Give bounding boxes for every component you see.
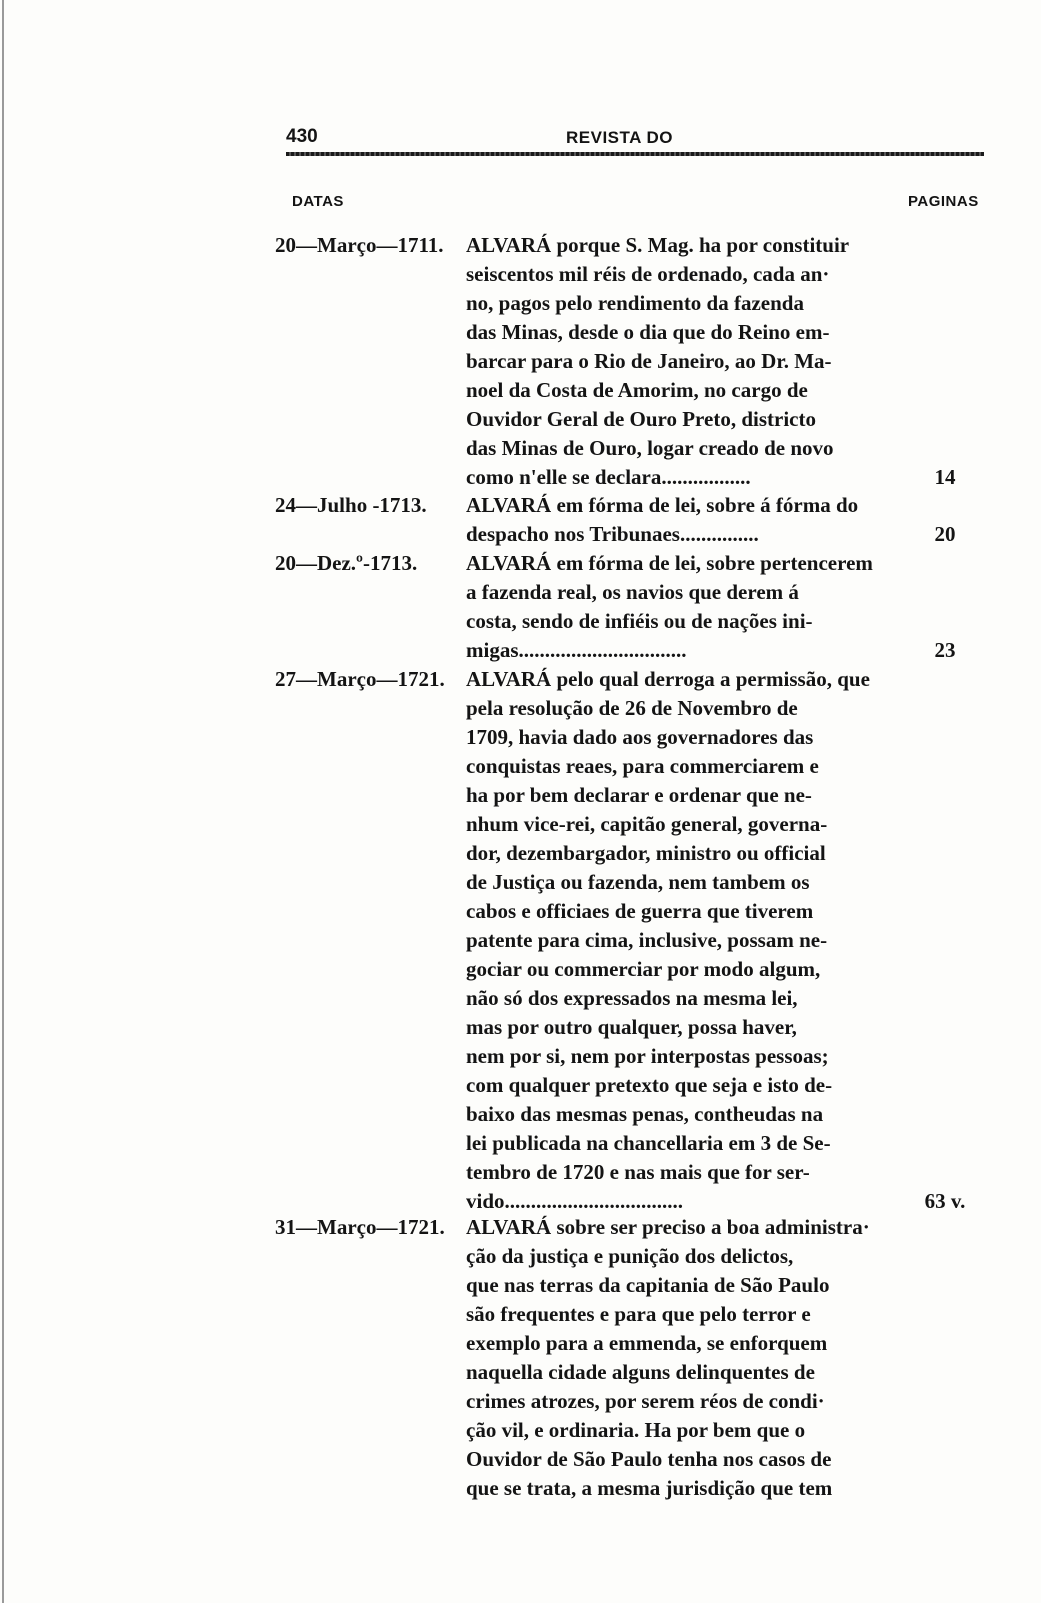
entry-text-line: ALVARÁ pelo qual derroga a permissão, que — [466, 667, 870, 691]
entry-text-line: como n'elle se declara................. — [466, 465, 751, 489]
entry-text-line: nhum vice-rei, capitão general, governa- — [466, 812, 828, 836]
entry-text-line: costa, sendo de infiéis ou de nações ini- — [466, 609, 813, 633]
entry-text-line: noel da Costa de Amorim, no cargo de — [466, 378, 808, 402]
entry-text-line: Ouvidor de São Paulo tenha nos casos de — [466, 1447, 832, 1471]
entry-text-line: tembro de 1720 e nas mais que for ser- — [466, 1160, 810, 1184]
entry-text-line: conquistas reaes, para commerciarem e — [466, 754, 819, 778]
entry-text-line: exemplo para a emmenda, se enforquem — [466, 1331, 828, 1355]
entry-text-line: ALVARÁ em fórma de lei, sobre á fórma do — [466, 493, 859, 517]
entry-text-line: ALVARÁ em fórma de lei, sobre pertencerem — [466, 551, 873, 575]
entry-text-line: crimes atrozes, por serem réos de condi· — [466, 1389, 825, 1413]
entry-text-line: que se trata, a mesma jurisdição que tem — [466, 1476, 833, 1500]
entry-text — [466, 549, 888, 665]
entry-date: 31—Março—1721. — [275, 1215, 445, 1239]
entry-date: 24—Julho -1713. — [275, 493, 427, 517]
entry-text-line: mas por outro qualquer, possa haver, — [466, 1015, 797, 1039]
entry-text-line: patente para cima, inclusive, possam ne- — [466, 928, 828, 952]
entry-page-number: 14 — [934, 465, 956, 489]
entry-text-line: pela resolução de 26 de Novembro de — [466, 696, 798, 720]
entry-text-line: despacho nos Tribunaes............... — [466, 522, 759, 546]
entry-text-line: com qualquer pretexto que seja e isto de- — [466, 1073, 833, 1097]
entry-text-line: são frequentes e para que pelo terror e — [466, 1302, 811, 1326]
entry-text-line: ALVARÁ porque S. Mag. ha por constituir — [466, 233, 850, 257]
page-edge-shadow — [2, 0, 4, 1603]
entry-text-line: não só dos expressados na mesma lei, — [466, 986, 798, 1010]
entry-text-line: ha por bem declarar e ordenar que ne- — [466, 783, 812, 807]
entry-text-line: das Minas de Ouro, logar creado de novo — [466, 436, 834, 460]
page-header — [286, 124, 984, 160]
entry-text-line: naquella cidade alguns delinquentes de — [466, 1360, 815, 1384]
entry-text-line: de Justiça ou fazenda, nem tambem os — [466, 870, 810, 894]
entry-text — [466, 665, 888, 1216]
entry-text-line: ção vil, e ordinaria. Ha por bem que o — [466, 1418, 806, 1442]
running-title: REVISTA DO — [566, 128, 674, 147]
entry-text — [466, 491, 888, 549]
entry-text-line: das Minas, desde o dia que do Reino em- — [466, 320, 830, 344]
entry-text-line: dor, dezembargador, ministro ou official — [466, 841, 826, 865]
entry-page-number: 23 — [934, 638, 956, 662]
entry-date: 27—Março—1721. — [275, 667, 445, 691]
entry-text-line: ALVARÁ sobre ser preciso a boa administra· — [466, 1215, 870, 1239]
entry-text-line: que nas terras da capitania de São Paulo — [466, 1273, 830, 1297]
entry-text-line: gociar ou commerciar por modo algum, — [466, 957, 821, 981]
entry-text-line: nem por si, nem por interpostas pessoas; — [466, 1044, 829, 1068]
entry-text-line: lei publicada na chancellaria em 3 de Se- — [466, 1131, 831, 1155]
entry-text-line: migas................................ — [466, 638, 687, 662]
entry-text-line: cabos e officiaes de guerra que tiverem — [466, 899, 814, 923]
entry-text-line: seiscentos mil réis de ordenado, cada an· — [466, 262, 830, 286]
entry-text — [466, 231, 888, 492]
entry-date: 20—Março—1711. — [275, 233, 444, 257]
entry-text-line: a fazenda real, os navios que derem á — [466, 580, 799, 604]
entry-text-line: ção da justiça e punição dos delictos, — [466, 1244, 794, 1268]
entry-text-line: vido.................................. — [466, 1189, 684, 1213]
entry-text — [466, 1213, 888, 1503]
entry-text-line: 1709, havia dado aos governadores das — [466, 725, 814, 749]
entry-date: 20—Dez.º-1713. — [275, 551, 418, 575]
entry-page-number: 20 — [934, 522, 956, 546]
column-heading-pages: PAGINAS — [908, 193, 979, 210]
entry-text-line: baixo das mesmas penas, contheudas na — [466, 1102, 824, 1126]
column-heading-dates: DATAS — [292, 193, 344, 210]
entry-text-line: barcar para o Rio de Janeiro, ao Dr. Ma- — [466, 349, 832, 373]
header-rule — [286, 152, 984, 156]
entry-text-line: Ouvidor Geral de Ouro Preto, districto — [466, 407, 816, 431]
entry-page-number: 63 v. — [924, 1189, 966, 1213]
entry-text-line: no, pagos pelo rendimento da fazenda — [466, 291, 804, 315]
page-number: 430 — [286, 126, 318, 147]
